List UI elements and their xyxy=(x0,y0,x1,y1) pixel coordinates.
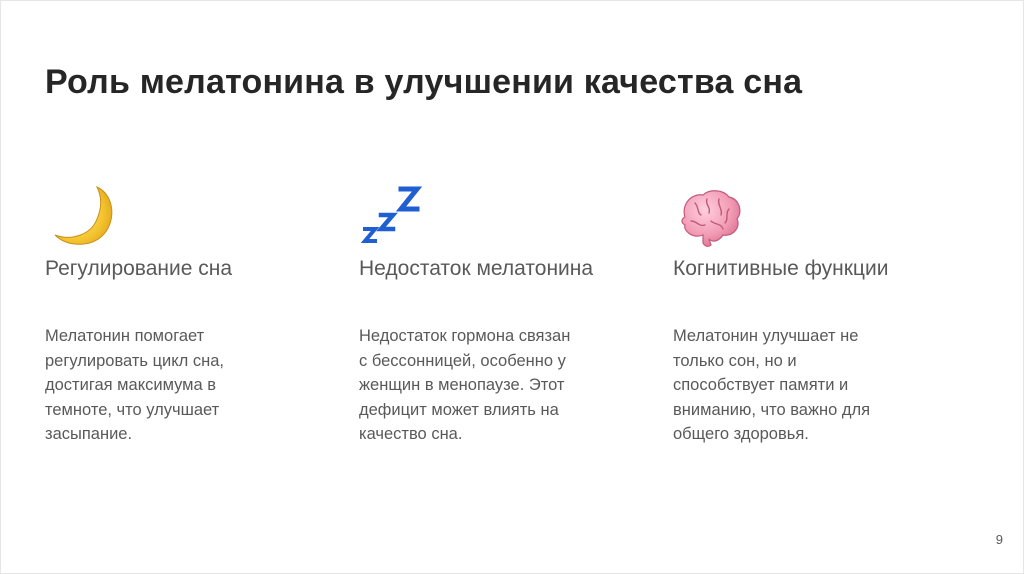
feature-description: Мелатонин улучшает не только сон, но и способствует памяти и вниманию, что важно для общего здоровья. xyxy=(673,327,871,443)
page-number: 9 xyxy=(995,532,1003,547)
feature-description: Мелатонин помогает регулировать цикл сна, достигая максимума в темноте, что улучшает засыпание. xyxy=(45,327,224,443)
slide-title: Роль мелатонина в улучшении качества сна xyxy=(45,63,803,101)
feature-heading: Когнитивные функции xyxy=(673,257,889,280)
brain-icon xyxy=(675,187,745,251)
zzz-sleep-icon xyxy=(359,183,429,247)
crescent-moon-icon xyxy=(49,185,119,249)
feature-heading: Регулирование сна xyxy=(45,257,233,280)
feature-heading: Недостаток мелатонина xyxy=(359,257,594,280)
feature-description: Недостаток гормона связан с бессонницей, особенно у женщин в менопаузе. Этот дефицит может влиять на качество сна. xyxy=(359,327,571,443)
